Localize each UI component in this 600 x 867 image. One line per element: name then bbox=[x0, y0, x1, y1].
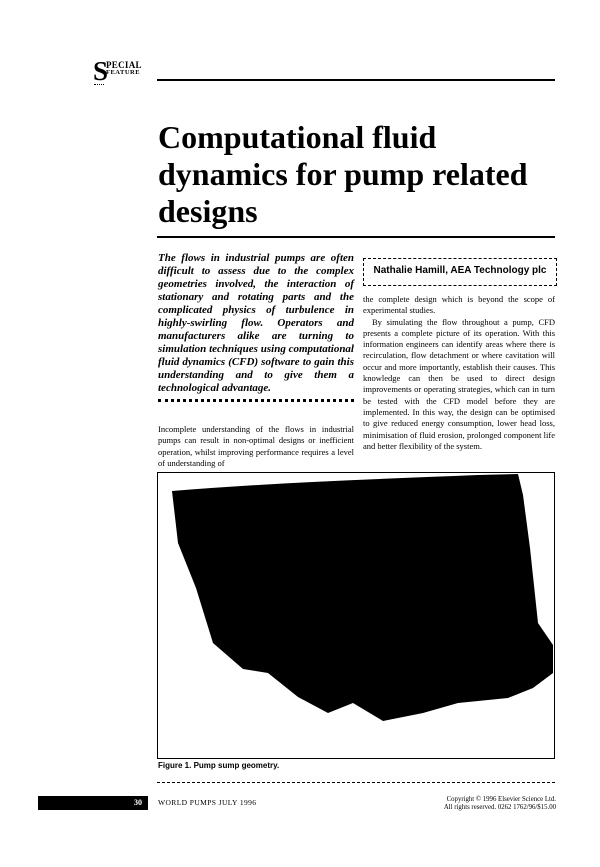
copyright-line1: Copyright © 1996 Elsevier Science Ltd. bbox=[446, 796, 556, 803]
article-title: Computational fluid dynamics for pump related designs bbox=[158, 119, 528, 229]
body-paragraph: Incomplete understanding of the flows in industrial pumps can result in non-optimal designs or inefficient operation, whilst improving performance requires a level of understanding of bbox=[158, 424, 354, 468]
logo-line1: PECIAL bbox=[106, 60, 142, 70]
body-column-left bbox=[158, 424, 354, 469]
footer-rule bbox=[157, 782, 555, 783]
abstract: The flows in industrial pumps are often difficult to assess due to the complex geometries involved, the interaction of stationary and rotating parts and the complicated physics of turbulence in highly-swirling flow. Operators and manufacturers alike are turning to simulation techniques using computational fluid dynamics (CFD) software to gain this understanding and to give them a technological advantage. bbox=[158, 252, 354, 394]
abstract-rule bbox=[158, 399, 354, 402]
logo-initial: S bbox=[93, 56, 109, 86]
page-number: 30 bbox=[134, 798, 142, 807]
header-rule bbox=[157, 79, 555, 81]
copyright-line2: All rights reserved. 0262 1762/96/$15.00 bbox=[443, 804, 556, 811]
pump-sump-figure bbox=[157, 472, 555, 759]
title-rule bbox=[157, 236, 555, 238]
author-box bbox=[363, 258, 557, 286]
pump-sump-geometry-image bbox=[158, 473, 554, 758]
figure-caption: Figure 1. Pump sump geometry. bbox=[158, 761, 280, 770]
footer-bar bbox=[38, 796, 148, 810]
body-paragraph: the complete design which is beyond the scope of experimental studies. bbox=[363, 294, 555, 316]
author-name: Nathalie Hamill, AEA Technology plc bbox=[373, 265, 547, 276]
logo-line2: FEATURE bbox=[106, 69, 141, 76]
special-feature-logo bbox=[93, 58, 153, 88]
logo-decoration bbox=[94, 84, 104, 87]
body-paragraph: By simulating the flow throughout a pump, CFD presents a complete picture of its operation. With this information engineers can identify areas where there is recirculation, flow detachment or where cavitation will occur and more importantly, establish their causes. This knowledge can then be used to direct design improvements or operating strategies, which can in turn be tested with the CFD model before they are implemented. In this way, the design can be optimised to give reduced energy consumption, lower head loss, minimisation of fluid erosion, prolonged component life and better flexibility of the system. bbox=[363, 316, 555, 451]
journal-name: WORLD PUMPS JULY 1996 bbox=[158, 798, 257, 807]
copyright-notice bbox=[414, 796, 556, 812]
body-column-right bbox=[363, 294, 555, 452]
